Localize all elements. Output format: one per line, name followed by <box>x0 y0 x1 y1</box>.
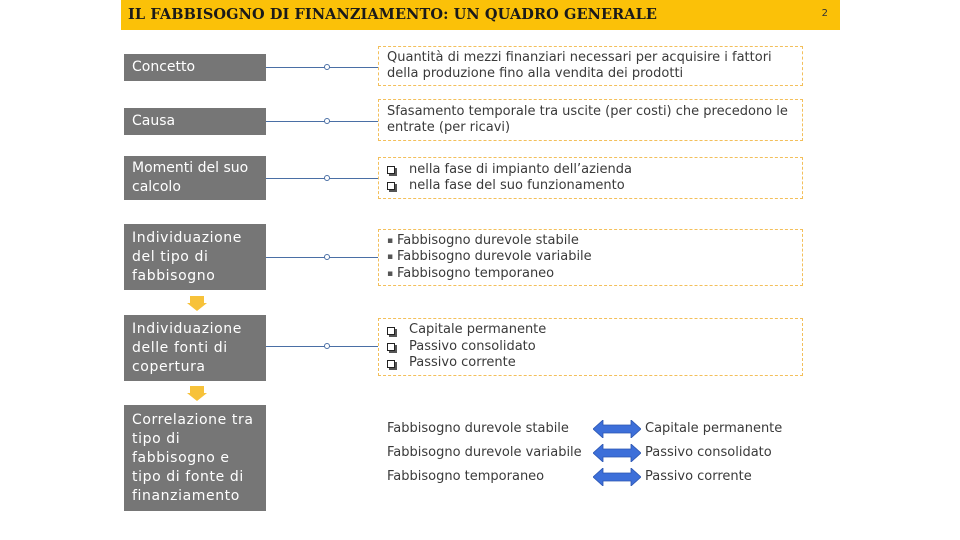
checkbox-bullet-icon <box>387 360 395 368</box>
list-item: ▪ Fabbisogno temporaneo <box>387 265 555 281</box>
box-concetto <box>378 46 803 86</box>
connector-point-causa <box>324 118 330 124</box>
list-item: Passivo consolidato <box>387 339 794 356</box>
pair-need-2: Fabbisogno durevole variabile <box>387 445 582 460</box>
checkbox-bullet-icon <box>387 182 395 190</box>
connector-fonti <box>266 346 378 347</box>
double-arrow-icon <box>593 444 641 462</box>
label-causa <box>124 108 266 135</box>
down-arrow-icon <box>190 296 204 311</box>
checkbox-bullet-icon <box>387 327 395 335</box>
label-correlazione <box>124 405 266 511</box>
pair-need-1: Fabbisogno durevole stabile <box>387 421 569 436</box>
bullet-icon: ▪ <box>387 268 394 279</box>
causa-text: Sfasamento temporale tra uscite (per costi) che precedono le entrate (per ricavi) <box>387 103 788 135</box>
label-tipo <box>124 224 266 290</box>
list-item: ▪ Fabbisogno durevole stabile <box>387 232 579 248</box>
list-item: nella fase del suo funzionamento <box>387 178 794 195</box>
down-arrow-icon <box>190 386 204 401</box>
checkbox-bullet-icon <box>387 343 395 351</box>
concetto-text: Quantità di mezzi finanziari necessari per acquisire i fattori della produzione fino alla vendita dei prodotti <box>387 49 772 81</box>
box-momenti <box>378 157 803 199</box>
list-item: nella fase di impianto dell’azienda <box>387 162 794 179</box>
bullet-icon: ▪ <box>387 235 394 246</box>
double-arrow-icon <box>593 468 641 486</box>
pair-need-3: Fabbisogno temporaneo <box>387 469 545 484</box>
label-concetto <box>124 54 266 81</box>
list-item: ▪ Fabbisogno durevole variabile <box>387 249 592 265</box>
label-fonti <box>124 315 266 381</box>
connector-point-concetto <box>324 64 330 70</box>
box-tipo <box>378 229 803 286</box>
label-tipo-text: Individuazione del tipo di fabbisogno <box>132 229 242 284</box>
page-number: 2 <box>821 8 828 19</box>
label-momenti-text: Momenti del suo calcolo <box>132 160 249 195</box>
connector-point-momenti <box>324 175 330 181</box>
pair-source-2: Passivo consolidato <box>645 445 772 460</box>
box-causa <box>378 99 803 141</box>
list-item: Passivo corrente <box>387 355 794 372</box>
double-arrow-icon <box>593 420 641 438</box>
checkbox-bullet-icon <box>387 166 395 174</box>
connector-causa <box>266 121 378 122</box>
label-correlazione-text: Correlazione tra tipo di fabbisogno e tipo di fonte di finanziamento <box>132 411 254 504</box>
bullet-icon: ▪ <box>387 252 394 263</box>
connector-tipo <box>266 257 378 258</box>
connector-point-fonti <box>324 343 330 349</box>
label-causa-text: Causa <box>132 113 176 129</box>
connector-point-tipo <box>324 254 330 260</box>
connector-concetto <box>266 67 378 68</box>
label-fonti-text: Individuazione delle fonti di copertura <box>132 320 242 375</box>
label-concetto-text: Concetto <box>132 59 196 75</box>
box-fonti <box>378 318 803 376</box>
connector-momenti <box>266 178 378 179</box>
pair-source-1: Capitale permanente <box>645 421 783 436</box>
label-momenti <box>124 156 266 200</box>
list-item: Capitale permanente <box>387 322 794 339</box>
pair-source-3: Passivo corrente <box>645 469 752 484</box>
page-title: IL FABBISOGNO DI FINANZIAMENTO: UN QUADRO GENERALE <box>128 6 658 23</box>
